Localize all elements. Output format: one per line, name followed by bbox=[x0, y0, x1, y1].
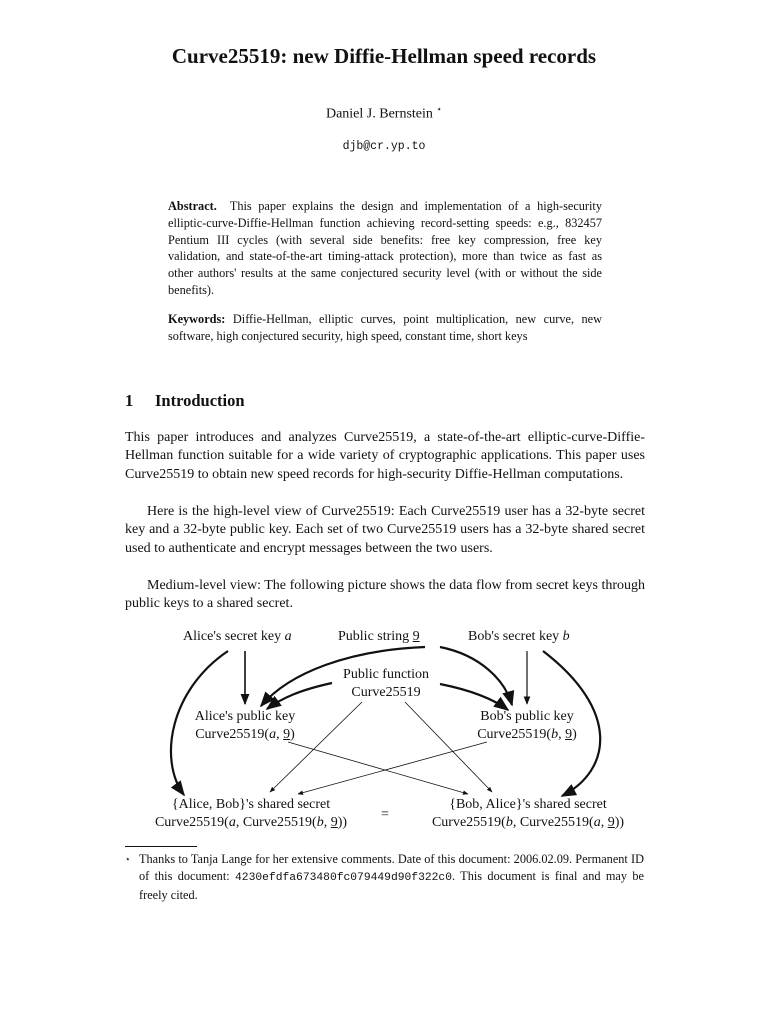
abstract-text: This paper explains the design and implementation of a high-security elliptic-curve-Diffie-Hellman function achieving record-setting speeds: e.g., 832457 Pentium III cycles (with several side benefits: free key compression, free key validation, and state-of-the-art timing-attack protection), more than twice as fast as other authors' results at the same conjectured security level (with or without the side benefits). bbox=[168, 199, 602, 297]
author-name: Daniel J. Bernstein bbox=[325, 106, 433, 122]
section-number: 1 bbox=[125, 391, 134, 410]
paragraph-medium-level: Medium-level view: The following picture shows the data flow from secret keys through public keys to a shared secret. bbox=[125, 578, 645, 612]
keywords-label: Keywords: bbox=[168, 312, 226, 326]
arrow-string-to-bob-public bbox=[440, 647, 512, 705]
shared-secret-bob-alice-label: {Bob, Alice}'s shared secret Curve25519(b, Curve25519(a, 9)) bbox=[431, 797, 625, 830]
footnote bbox=[125, 851, 645, 904]
footnote-text-end: . This document is final and may be freely cited. bbox=[139, 869, 645, 902]
arrow-function-to-alice-public bbox=[267, 683, 332, 709]
footnote-rule bbox=[125, 846, 197, 847]
arrow-bob-public-to-shared-left bbox=[298, 742, 487, 794]
public-function-label: Public function Curve25519 bbox=[343, 667, 429, 700]
arrow-function-to-bob-public bbox=[440, 684, 508, 710]
footnote-text: Thanks to Tanja Lange for her extensive comments. Date of this document: 2006.02.09. Permanent ID of this document: bbox=[139, 852, 644, 883]
alice-public-key-label: Alice's public key Curve25519(a, 9) bbox=[194, 709, 296, 742]
footnote-mark: ⋆ bbox=[125, 854, 131, 864]
bob-public-key-label: Bob's public key Curve25519(b, 9) bbox=[477, 709, 577, 742]
abstract-label: Abstract. bbox=[168, 199, 217, 213]
author-email: djb@cr.yp.to bbox=[342, 140, 426, 153]
section-title: Introduction bbox=[155, 391, 245, 410]
paragraph-high-level: Here is the high-level view of Curve25519: Each Curve25519 user has a 32-byte secret key and a 32-byte public key. Each set of two Curve25519 users has a 32-byte shared secret used to authenticate and encrypt messages between the two users. bbox=[125, 504, 645, 556]
shared-secret-alice-bob-label: {Alice, Bob}'s shared secret Curve25519(a, Curve25519(b, 9)) bbox=[154, 797, 348, 830]
keywords-text: Diffie-Hellman, elliptic curves, point multiplication, new curve, new software, high conjectured security, high speed, constant time, short keys bbox=[168, 312, 602, 343]
author-footnote-mark: ⋆ bbox=[436, 104, 443, 114]
arrow-alice-public-to-shared-right bbox=[288, 742, 468, 794]
paper-title: Curve25519: new Diffie-Hellman speed records bbox=[171, 44, 597, 68]
bob-secret-key-label: Bob's secret key b bbox=[468, 629, 570, 644]
permanent-id: 4230efdfa673480fc079449d90f322c0 bbox=[235, 872, 452, 884]
equals-sign: = bbox=[381, 807, 389, 822]
alice-secret-key-label: Alice's secret key a bbox=[183, 629, 292, 644]
paragraph-intro: This paper introduces and analyzes Curve25519, a state-of-the-art elliptic-curve-Diffie-Hellman function suitable for a wide variety of cryptographic applications. This paper uses Curve25519 to obtain new speed records for high-security Diffie-Hellman computations. bbox=[125, 430, 645, 482]
public-string-label: Public string 9 bbox=[338, 629, 420, 644]
